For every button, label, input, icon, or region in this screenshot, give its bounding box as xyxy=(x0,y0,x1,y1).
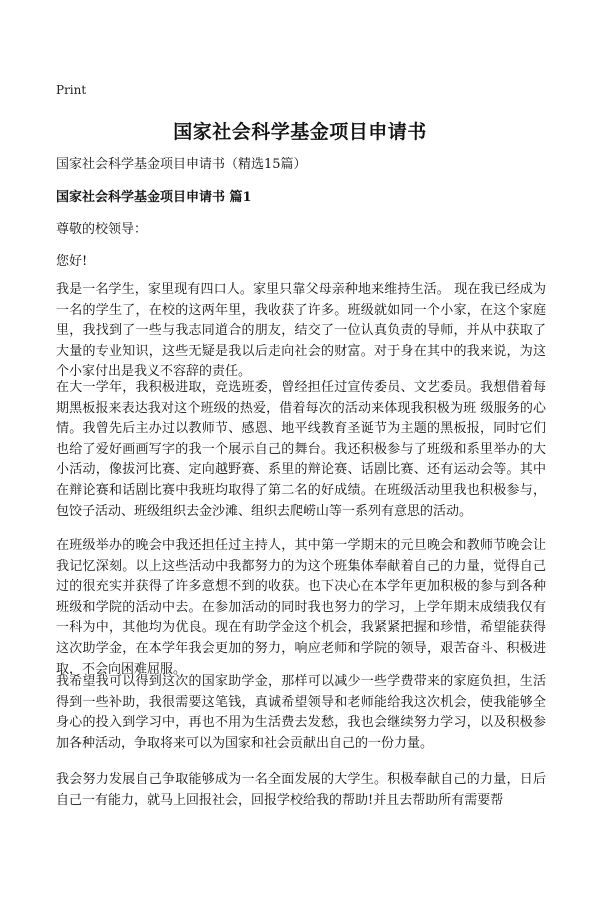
paragraph-4: 我希望我可以得到这次的国家助学金，那样可以减少一些学费带来的家庭负担，生活得到一些补助，我很需要这笔钱，真诚希望领导和老师能给我这次机会，使我能够全身心的投入到学习中，再也不用为生活费去发愁，我也会继续努力学习，以及积极参加各种活动，争取将来可以为国家和社会贡献出自己的一份力量。 xyxy=(56,674,546,751)
greeting: 您好! xyxy=(56,254,88,269)
print-label: Print xyxy=(56,83,87,97)
paragraph-2: 在大一学年，我积极进取，竞选班委，曾经担任过宣传委员、文艺委员。我想借着每期黑板报来表达我对这个班级的热爱，借着每次的活动来体现我积极为班 级服务的心情。我曾先后主办过以教师节、感恩、地平线教育圣诞节为主题的黑板报，同时它们也给了爱好画画写字的我一个展示自己的舞台。我还积极参与了班级和系里举办的大小活动，像拔河比赛、定向越野赛、系里的辩论赛、话剧比赛、还有运动会等。其中在辩论赛和话剧比赛中我班均取得了第二名的好成绩。在班级活动里我也积极参与，包饺子活动、班级组织去金沙滩、组织去爬崂山等一系列有意思的活动。 xyxy=(56,380,546,519)
paragraph-3: 在班级举办的晚会中我还担任过主持人，其中第一学期末的元旦晚会和教师节晚会让我记忆深刻。以上这些活动中我都努力的为这个班集体奉献着自己的力量，觉得自己过的很充实并获得了许多意想不到的收获。也下决心在本学年更加积极的参与到各种班级和学院的活动中去。在参加活动的同时我也努力的学习，上学年期末成绩我仅有一科为中，其他均为优良。现在有助学金这个机会，我紧紧把握和珍惜，希望能获得这次助学金，在本学年我会更加的努力，响应老师和学院的领导，艰苦奋斗、积极进取，不会向困难屈服。 xyxy=(56,538,546,677)
document-title: 国家社会科学基金项目申请书 xyxy=(173,121,427,143)
section-heading: 国家社会科学基金项目申请书 篇1 xyxy=(56,190,252,205)
paragraph-5: 我会努力发展自己争取能够成为一名全面发展的大学生。积极奉献自己的力量，日后自己一有能力，就马上回报社会，回报学校给我的帮助!并且去帮助所有需要帮 xyxy=(56,772,546,808)
document-subtitle: 国家社会科学基金项目申请书（精选15篇） xyxy=(56,157,307,172)
paragraph-1: 我是一名学生，家里现有四口人。家里只靠父母亲种地来维持生活。 现在我已经成为一名的学生了，在校的这两年里，我收获了许多。班级就如同一个小家，在这个家庭里，我找到了一些与我志同道合的朋友，结交了一位认真负责的导师，并从中获取了大量的专业知识，这些无疑是我以后走向社会的财富。对于身在其中的我来说，为这个小家付出是我义不容辞的责任。 xyxy=(56,282,546,380)
salutation: 尊敬的校领导： xyxy=(56,222,148,237)
